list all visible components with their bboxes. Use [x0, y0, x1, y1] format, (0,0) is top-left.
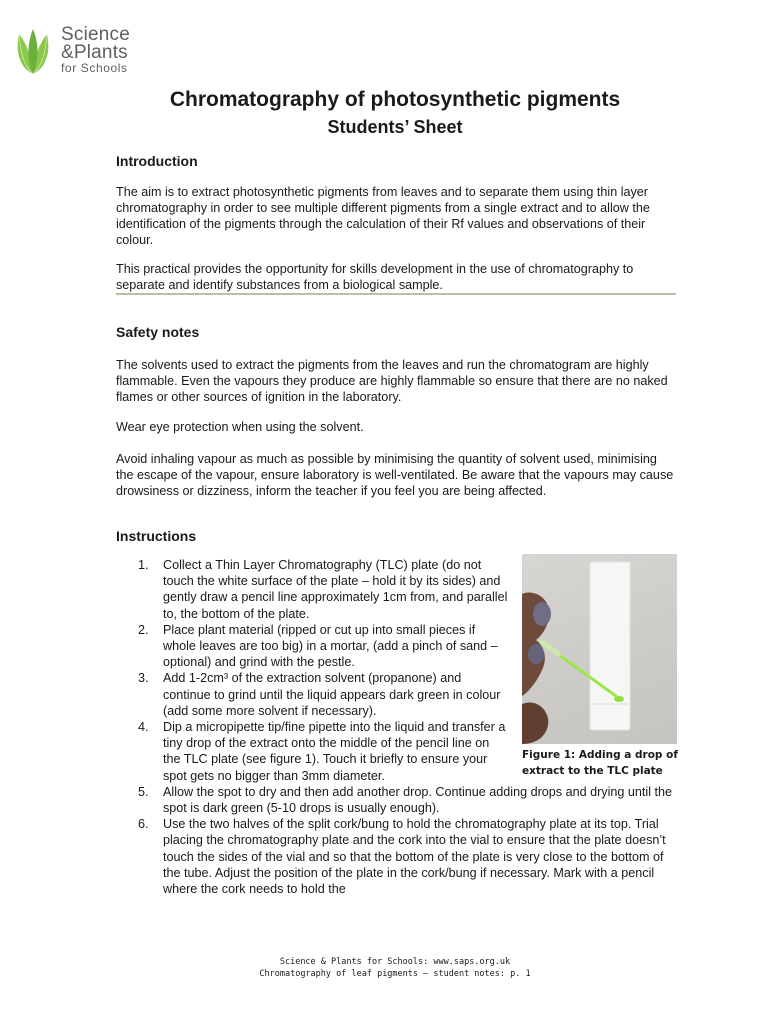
step-number: 6. — [138, 817, 149, 832]
safety-paragraph-1: The solvents used to extract the pigments from the leaves and run the chromatogram are highly flammable. Even the vapours they produce are highly flammable so ensure that there are no naked flames or other sources of ignition in the laboratory. — [116, 358, 668, 404]
instruction-step — [116, 784, 676, 816]
introduction-paragraph-1: The aim is to extract photosynthetic pigments from leaves and to separate them using thin layer chromatography in order to see multiple different pigments from a single extract and to allow the identification of the pigments through the calculation of their Rf values and observations of their colour. — [116, 185, 650, 247]
logo-line-2: &Plants — [61, 42, 128, 63]
logo-line-1: Science — [61, 24, 130, 45]
step-number: 1. — [138, 558, 149, 572]
step-text: Dip a micropipette tip/fine pipette into the liquid and transfer a tiny drop of the extract onto the middle of the pencil line on the TLC plate (see figure 1). Touch it briefly to ensure your spot gets no bigger than 3mm diameter. — [163, 720, 506, 783]
step-text: Place plant material (ripped or cut up into small pieces if whole leaves are too big) in a mortar, (add a pinch of sand – optional) and grind with the pestle. — [163, 622, 498, 670]
footer-line-1: Science & Plants for Schools: www.saps.org.uk — [279, 957, 511, 967]
section-divider — [116, 293, 676, 295]
step-number: 3. — [138, 671, 149, 686]
figure-caption: Figure 1: Adding a drop of extract to the TLC plate — [522, 749, 678, 777]
safety-paragraph-3: Avoid inhaling vapour as much as possible by minimising the quantity of solvent used, minimising the escape of the vapour, ensure laboratory is well-ventilated. Be aware that the vapours may cause drowsiness or dizziness, inform the teacher if you feel you are being affected. — [116, 452, 674, 498]
logo-line-3: for Schools — [61, 61, 128, 75]
logo-wordmark — [61, 26, 130, 75]
document-subtitle: Students’ Sheet — [327, 117, 463, 137]
leaf-logo-icon — [12, 28, 54, 76]
step-number: 5. — [138, 784, 149, 799]
tlc-plate-photo-illustration — [522, 554, 677, 744]
step-number: 4. — [138, 720, 149, 735]
safety-paragraph-2: Wear eye protection when using the solvent. — [116, 420, 364, 434]
instructions-heading: Instructions — [116, 528, 197, 544]
document-title: Chromatography of photosynthetic pigments — [169, 88, 621, 111]
introduction-paragraph-2: This practical provides the opportunity for skills development in the use of chromatography to separate and identify substances from a biological sample. — [116, 262, 634, 292]
safety-heading: Safety notes — [116, 324, 200, 340]
step-text: Collect a Thin Layer Chromatography (TLC) plate (do not touch the white surface of the plate – hold it by its sides) and gently draw a pencil line approximately 1cm from, and parallel to, the bottom of the plate. — [163, 558, 508, 621]
page-footer — [0, 956, 768, 980]
step-number: 2. — [138, 622, 149, 637]
step-text: Allow the spot to dry and then add another drop. Continue adding drops and drying until the spot is dark green (5-10 drops is usually enough). — [163, 784, 672, 816]
step-text: Add 1-2cm³ of the extraction solvent (propanone) and continue to grind until the liquid appears dark green in colour (add some more solvent if necessary). — [163, 671, 501, 718]
introduction-heading: Introduction — [116, 153, 198, 169]
footer-line-2: Chromatography of leaf pigments – student notes: p. 1 — [259, 969, 531, 979]
figure-tlc-photo — [522, 554, 677, 744]
saps-logo — [12, 26, 152, 78]
step-text: Use the two halves of the split cork/bung to hold the chromatography plate at its top. Trial placing the chromatography plate and the cork into the vial to ensure that the plate doesn’t touch the sides of the vial and so that the bottom of the plate is very close to the bottom of the tube. Adjust the position of the plate in the cork/bung if necessary. Mark with a pencil where the cork needs to hold the — [163, 817, 666, 897]
instruction-step — [116, 816, 676, 897]
